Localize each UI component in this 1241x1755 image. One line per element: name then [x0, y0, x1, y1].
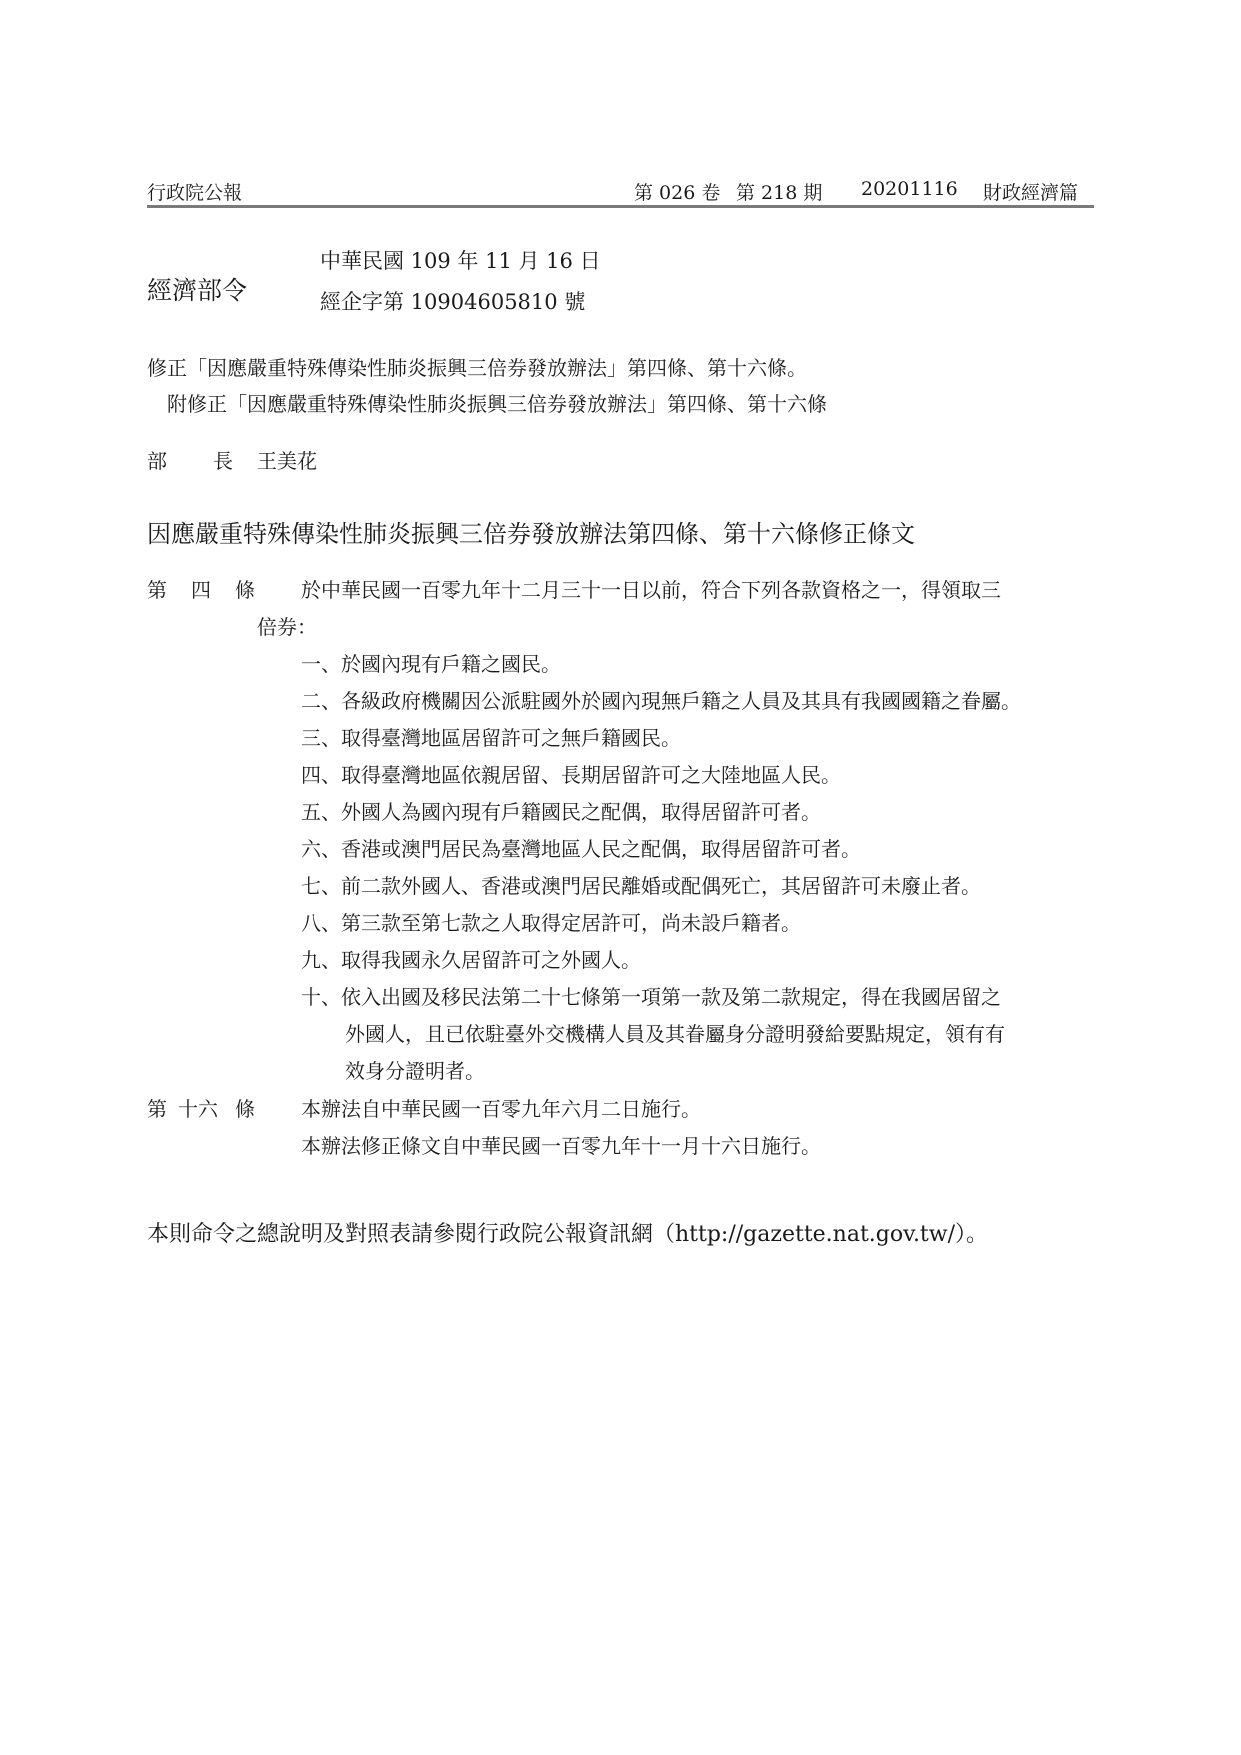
- order-date: 中華民國 109 年 11 月 16 日: [320, 249, 601, 273]
- order-title: 經濟部令: [147, 276, 248, 305]
- issue-number: 第 218 期: [736, 182, 823, 204]
- article-16-label-char-1: 第: [147, 1097, 167, 1121]
- article-16-label-char-3: 條: [235, 1097, 255, 1121]
- list-item: 七、前二款外國人、香港或澳門居民離婚或配偶死亡，其居留許可未廢止者。: [301, 874, 981, 898]
- publication-name: 行政院公報: [147, 182, 243, 204]
- list-item-10-line-2: 外國人，且已依駐臺外交機構人員及其眷屬身分證明發給要點規定，領有有: [345, 1022, 1005, 1046]
- order-number: 經企字第 10904605810 號: [320, 290, 586, 314]
- article-4-label-char-1: 第: [147, 578, 167, 602]
- minister-title-char-1: 部: [147, 449, 167, 473]
- article-4-label-char-2: 四: [191, 578, 211, 602]
- list-item: 一、於國內現有戶籍之國民。: [301, 652, 561, 676]
- list-item: 八、第三款至第七款之人取得定居許可，尚未設戶籍者。: [301, 911, 801, 935]
- list-item: 四、取得臺灣地區依親居留、長期居留許可之大陸地區人民。: [301, 763, 841, 787]
- volume-number: 第 026 卷: [634, 182, 721, 204]
- minister-name: 王美花: [257, 449, 317, 473]
- issue-date: 20201116: [861, 178, 958, 200]
- article-4-label-char-3: 條: [235, 578, 255, 602]
- article-16-line-2: 本辦法修正條文自中華民國一百零九年十一月十六日施行。: [301, 1134, 821, 1158]
- article-16-line-1: 本辦法自中華民國一百零九年六月二日施行。: [301, 1097, 701, 1121]
- list-item: 二、各級政府機關因公派駐國外於國內現無戶籍之人員及其具有我國國籍之眷屬。: [301, 689, 1021, 713]
- regulation-title: 因應嚴重特殊傳染性肺炎振興三倍券發放辦法第四條、第十六條修正條文: [147, 520, 915, 548]
- list-item: 三、取得臺灣地區居留許可之無戶籍國民。: [301, 726, 681, 750]
- list-item-10-line-3: 效身分證明者。: [345, 1059, 485, 1083]
- list-item: 五、外國人為國內現有戶籍國民之配偶，取得居留許可者。: [301, 800, 821, 824]
- section-name: 財政經濟篇: [983, 182, 1079, 204]
- minister-title-char-2: 長: [213, 449, 233, 473]
- article-4-intro-line-1: 於中華民國一百零九年十二月三十一日以前，符合下列各款資格之一，得領取三: [301, 578, 1001, 602]
- article-4-intro-line-2: 倍券：: [257, 615, 317, 639]
- list-item: 六、香港或澳門居民為臺灣地區人民之配偶，取得居留許可者。: [301, 837, 861, 861]
- reference-note: 本則命令之總說明及對照表請參閱行政院公報資訊網（http://gazette.nat.gov.tw/）。: [147, 1222, 989, 1247]
- header-divider: [147, 205, 1094, 208]
- attachment-statement: 附修正「因應嚴重特殊傳染性肺炎振興三倍券發放辦法」第四條、第十六條: [167, 392, 827, 416]
- amend-statement: 修正「因應嚴重特殊傳染性肺炎振興三倍券發放辦法」第四條、第十六條。: [147, 356, 807, 380]
- article-16-label-char-2: 十六: [178, 1097, 218, 1121]
- list-item: 九、取得我國永久居留許可之外國人。: [301, 948, 641, 972]
- list-item-10-line-1: 十、依入出國及移民法第二十七條第一項第一款及第二款規定，得在我國居留之: [301, 985, 1001, 1009]
